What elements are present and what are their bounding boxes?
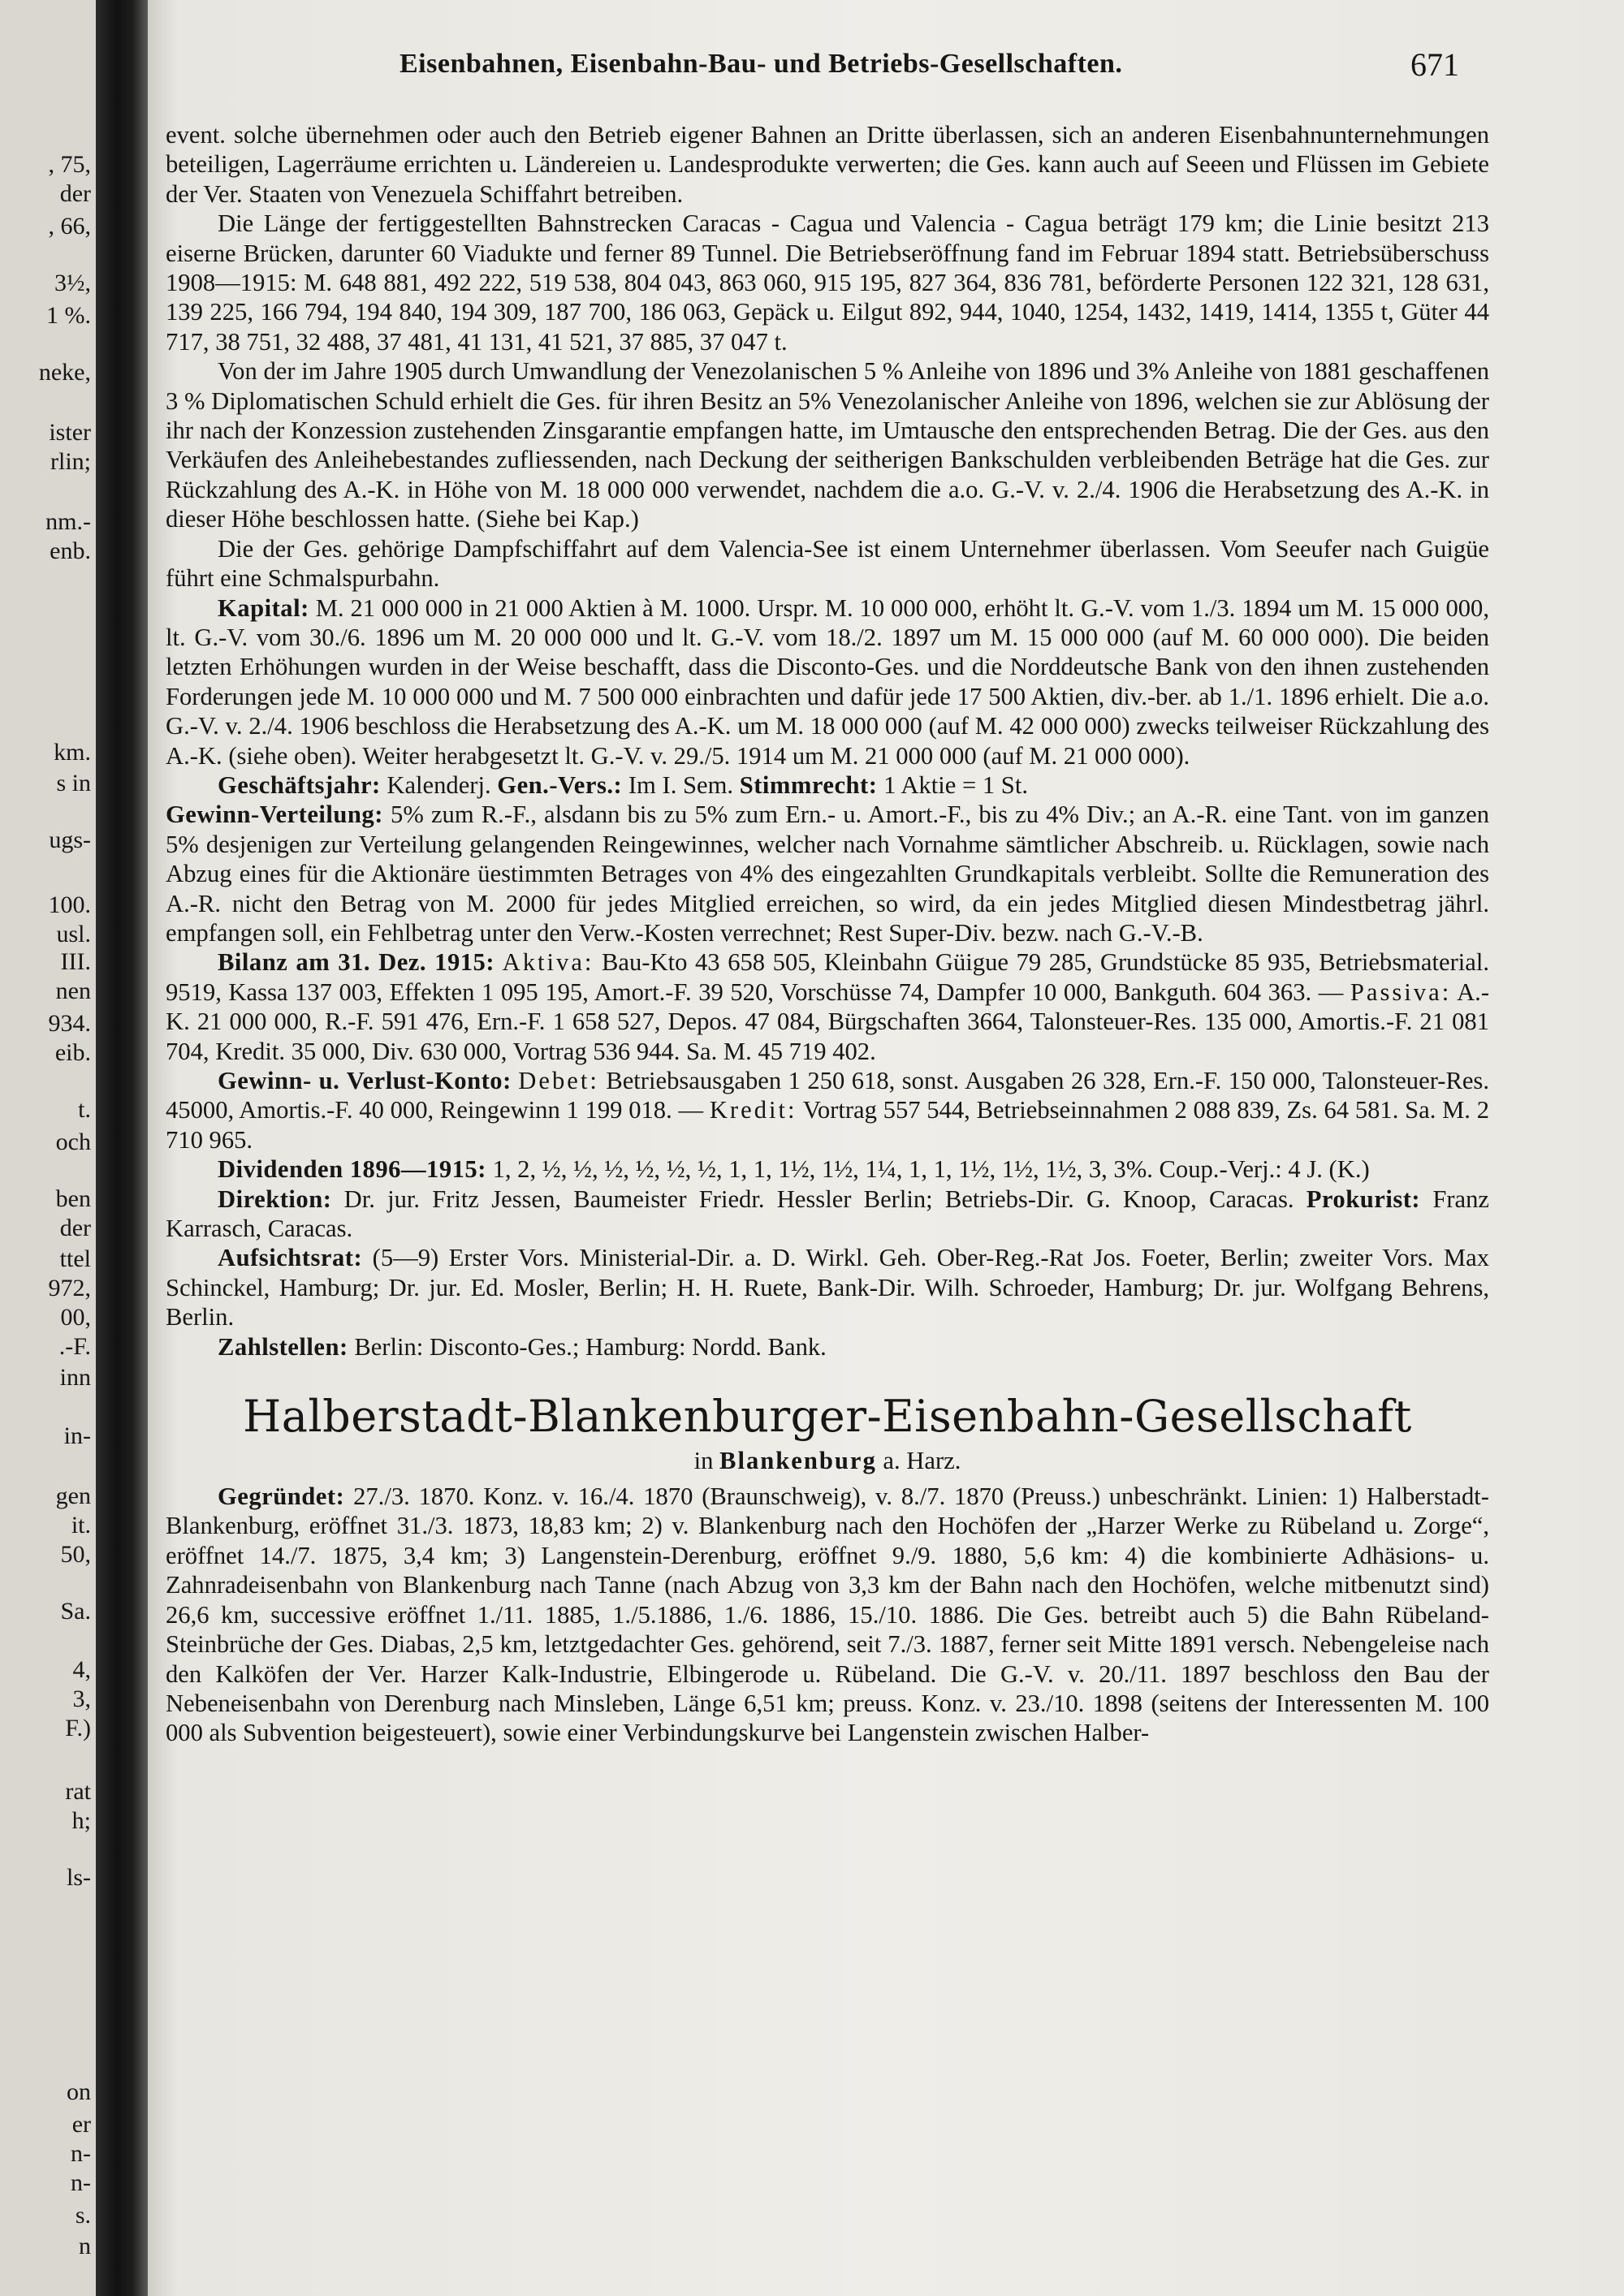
entry-direktion	[166, 1185, 1489, 1244]
text-gegruendet: 27./3. 1870. Konz. v. 16./4. 1870 (Braunschweig), v. 8./7. 1870 (Preuss.) unbeschränkt. Linien: 1) Halberstadt-Blankenburg, eröffnet 31./3. 1873, 18,83 km; 2) v. Blankenburg nach den Hochöfen der „Harzer Werke zu Rübeland u. Zorge“, eröffnet 14./7. 1875, 3,4 km; 3) Langenstein-Derenburg, eröffnet 9./9. 1880, 5,6 km: 4) die kombinierte Adhäsions- u. Zahnradeisenbahn von Blankenburg nach Tanne (nach Abzug von 3,3 km der Bahn nach den Hochöfen, welche mitbenutzt sind) 26,6 km, successive eröffnet 1./11. 1885, 1./5.1886, 1./6. 1886, 15./10. 1886. Die Ges. betreibt auch 5) die Bahn Rübeland-Steinbrüche der Ges. Diabas, 2,5 km, letztgedachter Ges. gehörend, seit 7./3. 1887, ferner seit Mitte 1891 versch. Nebengeleise nach den Kalköfen der Ver. Harzer Kalk-Industrie, Elbingerode u. Rübeland. Die G.-V. v. 20./11. 1897 beschloss den Bau der Nebeneisenbahn von Derenburg nach Minsleben, Länge 6,51 km; preuss. Konz. v. 23./10. 1898 (seitens der Interessenten M. 100 000 als Subvention beigesteuert), sowie einer Verbindungskurve bei Langenstein zwischen Halber-	[166, 1482, 1489, 1747]
label-debet: Debet:	[518, 1067, 599, 1094]
label-gewinn-verlust-konto: Gewinn- u. Verlust-Konto:	[218, 1067, 512, 1094]
text-kapital: M. 21 000 000 in 21 000 Aktien à M. 1000. Urspr. M. 10 000 000, erhöht lt. G.-V. vom 1./3. 1894 um M. 15 000 000, lt. G.-V. vom 30./6. 1896 um M. 20 000 000 und lt. G.-V. vom 18./2. 1897 um M. 15 000 000 (auf M. 60 000 000). Die beiden letzten Erhöhungen wurden in der Weise beschafft, dass die Disconto-Ges. und die Norddeutsche Bank von den ihnen zustehenden Forderungen jede M. 10 000 000 und M. 7 500 000 einbrachten und dafür jede 17 500 Aktien, div.-ber. ab 1./1. 1896 erhielt. Die a.o. G.-V. v. 2./4. 1906 beschloss die Herabsetzung des A.-K. um M. 18 000 000 (auf M. 42 000 000) zwecks teilweiser Rückzahlung des A.-K. (siehe oben). Weiter herabgesetzt lt. G.-V. v. 29./5. 1914 um M. 21 000 000 (auf M. 21 000 000).	[166, 593, 1489, 770]
label-passiva: Passiva:	[1350, 978, 1452, 1006]
margin-fragment: s.	[75, 2202, 91, 2229]
text-direktion: Dr. jur. Fritz Jessen, Baumeister Friedr. Hessler Berlin; Betriebs-Dir. G. Knoop, Caracas.	[331, 1185, 1307, 1213]
label-gegruendet: Gegründet:	[218, 1482, 345, 1511]
label-kredit: Kredit:	[709, 1096, 797, 1124]
entry-dividenden	[166, 1154, 1489, 1184]
margin-fragment: 50,	[60, 1541, 91, 1568]
entry-gewinn-verteilung	[166, 800, 1489, 947]
margin-fragment: 3½,	[54, 270, 91, 296]
margin-fragment: ugs-	[49, 826, 91, 853]
margin-fragment: nm.-	[45, 508, 91, 535]
page-number: 671	[1410, 46, 1459, 83]
label-kapital: Kapital:	[218, 593, 309, 622]
label-aktiva: Aktiva:	[502, 948, 594, 977]
page-header	[148, 46, 1624, 89]
margin-fragment: och	[55, 1129, 91, 1155]
margin-fragment: in-	[63, 1422, 91, 1449]
text-stimmrecht: 1 Aktie = 1 St.	[877, 770, 1028, 799]
margin-fragment: n-	[71, 2140, 91, 2167]
label-stimmrecht: Stimmrecht:	[739, 770, 878, 799]
text-aktiva: Bau-Kto 43 658 505, Kleinbahn Güigue 79 285, Grundstücke 85 935, Betriebsmaterial. 9519, Kassa 137 003, Effekten 1 095 195, Amort.-F. 39 520, Vorschüsse 74, Dampfer 10 000, Bankguth. 604 363. —	[166, 948, 1489, 1006]
margin-fragment: 972,	[48, 1275, 91, 1301]
entry-kapital	[166, 593, 1489, 770]
page	[148, 0, 1624, 2296]
margin-fragment: n	[79, 2233, 91, 2259]
margin-fragment: ttel	[59, 1245, 91, 1272]
location-suffix: a. Harz.	[876, 1447, 961, 1475]
margin-fragment: usl.	[56, 921, 91, 947]
label-gewinn-verteilung: Gewinn-Verteilung:	[166, 801, 383, 829]
label-dividenden: Dividenden 1896—1915:	[218, 1155, 486, 1184]
text-passiva: A.-K. 21 000 000, R.-F. 591 476, Ern.-F. 1 658 527, Depos. 47 084, Bürgschaften 3664, Talonsteuer-Res. 135 000, Amortis.-F. 21 081 704, Kredit. 35 000, Div. 630 000, Vortrag 536 944. Sa. M. 45 719 402.	[166, 978, 1490, 1065]
margin-fragment: der	[59, 1215, 91, 1241]
margin-fragment: er	[71, 2111, 91, 2138]
margin-fragment: s in	[56, 770, 91, 796]
company-location	[166, 1444, 1489, 1477]
text-gewinn-verteilung: 5% zum R.-F., alsdann bis zu 5% zum Ern.- u. Amort.-F., bis zu 4% Div.; an A.-R. eine Tant. von im ganzen 5% desjenigen zur Verteilung gelangenden Reingewinnes, welcher nach Vornahme sämtlicher Abschreib. u. Rücklagen, sowie nach Abzug eines für die Aktionäre üestimmten Betrages von 4% des eingezahlten Grundkapitals verbleibt. Sollte die Remuneration des A.-R. nicht den Betrag von M. 2000 für jedes Mitglied erreichen, so wird, da ein jedes Mitglied diesen Mindestbetrag jährl. empfangen soll, ein Fehlbetrag unter den Verw.-Kosten verrechnet; Rest Super-Div. bezw. nach G.-V.-B.	[166, 801, 1489, 947]
label-gen-vers: Gen.-Vers.:	[497, 770, 623, 799]
previous-page-margin	[0, 0, 96, 2296]
paragraph-continuation: event. solche übernehmen oder auch den Betrieb eigener Bahnen an Dritte überlassen, sich an anderen Eisenbahnunternehmungen beteiligen, Lagerräume errichten u. Ländereien u. Landesprodukte verwerten; die Ges. kann auch auf Seeen und Flüssen im Gebiete der Ver. Staaten von Venezuela Schiffahrt betreiben.	[166, 121, 1489, 208]
margin-fragment: F.)	[65, 1715, 91, 1741]
margin-fragment: 4,	[72, 1656, 91, 1683]
entry-aufsichtsrat	[166, 1243, 1489, 1331]
label-aufsichtsrat: Aufsichtsrat:	[218, 1244, 363, 1272]
label-prokurist: Prokurist:	[1306, 1185, 1421, 1213]
entry-zahlstellen	[166, 1332, 1489, 1362]
margin-fragment: der	[59, 180, 91, 207]
margin-fragment: III.	[60, 948, 91, 975]
margin-fragment: gen	[55, 1482, 91, 1509]
text-dividenden: 1, 2, ½, ½, ½, ½, ½, ½, 1, 1, 1½, 1½, 1¼, 1, 1, 1½, 1½, 1½, 3, 3%. Coup.-Verj.: 4 J. (K.)	[486, 1155, 1370, 1184]
margin-fragment: 3,	[72, 1685, 91, 1712]
book-gutter	[96, 0, 148, 2296]
margin-fragment: on	[67, 2078, 91, 2105]
text-gen-vers: Im I. Sem.	[622, 770, 740, 799]
text-debet: Betriebsausgaben 1 250 618, sonst. Ausgaben 26 328, Ern.-F. 150 000, Talonsteuer-Res. 45000, Amortis.-F. 40 000, Reingewinn 1 199 018. —	[166, 1067, 1489, 1124]
label-zahlstellen: Zahlstellen:	[218, 1332, 348, 1361]
location-prefix: in	[693, 1447, 720, 1475]
margin-fragment: rlin;	[50, 448, 91, 475]
margin-fragment: inn	[59, 1364, 91, 1391]
margin-fragment: 100.	[48, 891, 91, 918]
entry-gegruendet	[166, 1482, 1489, 1748]
margin-fragment: nen	[55, 978, 91, 1004]
margin-fragment: 934.	[48, 1010, 91, 1037]
text-zahlstellen: Berlin: Disconto-Ges.; Hamburg: Nordd. Bank.	[348, 1332, 827, 1361]
margin-fragment: , 75,	[48, 151, 91, 178]
paragraph-lines: Die Länge der fertiggestellten Bahnstrecken Caracas - Cagua und Valencia - Cagua beträgt 179 km; die Linie besitzt 213 eiserne Brücken, darunter 60 Viadukte und ferner 89 Tunnel. Die Betriebseröffnung fand im Februar 1894 statt. Betriebsüberschuss 1908—1915: M. 648 881, 492 222, 519 538, 804 043, 863 060, 915 195, 827 364, 836 781, beförderte Personen 122 321, 128 631, 139 225, 166 794, 194 840, 194 309, 187 700, 186 063, Gepäck u. Eilgut 892, 944, 1040, 1254, 1432, 1419, 1414, 1355 t, Güter 44 717, 38 751, 32 488, 37 481, 41 131, 41 521, 37 885, 37 047 t.	[166, 209, 1489, 356]
margin-fragment: , 66,	[48, 213, 91, 240]
entry-bilanz	[166, 947, 1489, 1066]
margin-fragment: Sa.	[60, 1598, 91, 1625]
margin-fragment: ls-	[67, 1864, 91, 1891]
label-bilanz: Bilanz am 31. Dez. 1915:	[218, 948, 495, 977]
page-body	[166, 120, 1489, 1748]
text-kredit: Vortrag 557 544, Betriebseinnahmen 2 088 839, Zs. 64 581. Sa. M. 2 710 965.	[166, 1096, 1489, 1154]
margin-fragment: km.	[54, 739, 91, 766]
margin-fragment: neke,	[38, 359, 91, 386]
margin-fragment: 1 %.	[46, 302, 91, 329]
location-place: Blankenburg	[719, 1447, 877, 1475]
running-head: Eisenbahnen, Eisenbahn-Bau- und Betriebs-Gesellschaften.	[400, 49, 1123, 79]
margin-fragment: h;	[71, 1807, 91, 1834]
margin-fragment: n-	[71, 2169, 91, 2196]
paragraph-dampfschiffahrt: Die der Ges. gehörige Dampfschiffahrt auf dem Valencia-See ist einem Unternehmer überlassen. Vom Seeufer nach Guigüe führt eine Schmalspurbahn.	[166, 534, 1489, 593]
text-aufsichtsrat: (5—9) Erster Vors. Ministerial-Dir. a. D. Wirkl. Geh. Ober-Reg.-Rat Jos. Foeter, Berlin; zweiter Vors. Max Schinckel, Hamburg; Dr. jur. Ed. Mosler, Berlin; H. H. Ruete, Bank-Dir. Wilh. Schroeder, Hamburg; Dr. jur. Wolfgang Behrens, Berlin.	[166, 1244, 1489, 1331]
text-geschaeftsjahr: Kalenderj.	[380, 770, 498, 799]
label-geschaeftsjahr: Geschäftsjahr:	[218, 770, 381, 799]
label-direktion: Direktion:	[218, 1185, 332, 1213]
margin-fragment: enb.	[50, 537, 91, 564]
margin-fragment: it.	[71, 1512, 91, 1539]
text-prokurist: Franz Karrasch, Caracas.	[166, 1185, 1489, 1243]
margin-fragment: ister	[49, 419, 91, 446]
margin-fragment: .-F.	[58, 1333, 91, 1360]
paragraph-anleihe: Von der im Jahre 1905 durch Umwandlung der Venezolanischen 5 % Anleihe von 1896 und 3% Anleihe von 1881 geschaffenen 3 % Diplomatischen Schuld erhielt die Ges. für ihren Besitz an 5% Venezolanischer Anleihe von 1896, welchen sie zur Ablösung der ihr nach der Konzession zustehenden Zinsgarantie empfangen hatte, im Umtausche den entsprechenden Betrag. Die der Ges. aus den Verkäufen des Anleihebestandes zufliessenden, nach Deckung der seitherigen Bankschulden verbleibenden Beträge hat die Ges. zur Rückzahlung des A.-K. in Höhe von M. 18 000 000 verwendet, nachdem die a.o. G.-V. v. 2./4. 1906 die Herabsetzung des A.-K. in dieser Höhe beschlossen hatte. (Siehe bei Kap.)	[166, 357, 1489, 533]
margin-fragment: eib.	[54, 1039, 91, 1066]
entry-gewinn-verlust-konto	[166, 1066, 1489, 1154]
entry-geschaeftsjahr	[166, 770, 1489, 800]
company-title: Halberstadt-Blankenburger-Eisenbahn-Gesellschaft	[243, 1391, 1412, 1443]
margin-fragment: t.	[78, 1096, 91, 1123]
margin-fragment: rat	[65, 1778, 91, 1805]
margin-fragment: 00,	[60, 1304, 91, 1331]
margin-fragment: ben	[55, 1185, 91, 1212]
